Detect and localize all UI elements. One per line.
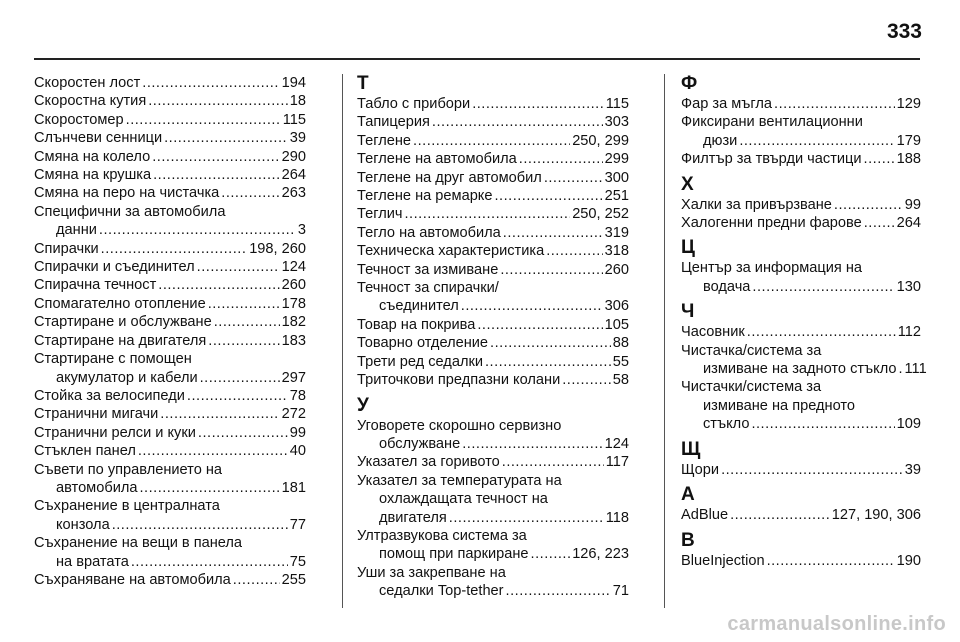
index-entry: седалки Top-tether ..... 71: [357, 582, 629, 600]
index-entry: AdBlue ..... 127, 190, 306: [681, 506, 921, 524]
section-letter: A: [681, 484, 695, 506]
index-entry: съединител ..... 306: [357, 297, 629, 315]
index-entry: Теглене на автомобила ..... 299: [357, 150, 629, 168]
index-entry: Теглич ..... 250, 252: [357, 205, 629, 223]
section-letter: Ч: [681, 301, 695, 323]
index-entry: обслужване ..... 124: [357, 435, 629, 453]
index-entry: Часовник ..... 112: [681, 323, 921, 341]
index-entry: Тапицерия ..... 303: [357, 113, 629, 131]
index-entry-line: Съхранение в централната: [34, 498, 220, 515]
index-entry: водача ..... 130: [681, 278, 921, 296]
index-entry-line: Съхранение на вещи в панела: [34, 535, 243, 552]
index-entry-line: Ултразвукова система за: [357, 527, 527, 544]
index-entry: Скоростомер ..... 115: [34, 111, 306, 129]
index-entry: помощ при паркиране ..... 126, 223: [357, 545, 629, 563]
index-entry-line: Чистачки/система за: [681, 379, 822, 396]
section-letter: Т: [357, 73, 369, 94]
section-letter: Ф: [681, 73, 698, 94]
index-entry: Спирачки и съединител ..... 124: [34, 258, 306, 276]
index-entry: Странични мигачи ..... 272: [34, 405, 306, 423]
index-entry: автомобила ..... 181: [34, 479, 306, 497]
index-entry: Спомагателно отопление ..... 178: [34, 295, 306, 313]
index-entry: Указател за горивото ..... 117: [357, 453, 629, 471]
index-entry-line: Стартиране с помощен: [34, 351, 192, 368]
index-entry-line: измиване на предното: [703, 397, 856, 414]
index-entry: Смяна на колело ..... 290: [34, 148, 306, 166]
index-entry: данни ..... 3: [34, 221, 306, 239]
column-divider-2: [664, 74, 665, 608]
index-entry: Тегло на автомобила ..... 319: [357, 224, 629, 242]
section-letter: Щ: [681, 438, 701, 460]
watermark-text: carmanualsonline.info: [727, 613, 946, 635]
index-entry: Слънчеви сенници ..... 39: [34, 129, 306, 147]
index-entry: Странични релси и куки ..... 99: [34, 424, 306, 442]
index-entry: Триточкови предпазни колани ..... 58: [357, 371, 629, 389]
index-entry: акумулатор и кабели ..... 297: [34, 369, 306, 387]
index-entry-line: Специфични за автомобила: [34, 203, 226, 220]
index-entry: двигателя ..... 118: [357, 509, 629, 527]
index-entry-line: Чистачка/система за: [681, 342, 822, 359]
index-entry-line: Указател за температурата на: [357, 472, 562, 489]
page-number: 333: [886, 20, 922, 43]
index-column-1: [34, 74, 306, 589]
index-entry-line: Фиксирани вентилационни: [681, 114, 863, 131]
index-entry: Съхраняване на автомобила ..... 255: [34, 571, 306, 589]
index-entry: Стъклен панел ..... 40: [34, 442, 306, 460]
index-entry: Скоростен лост ..... 194: [34, 74, 306, 92]
index-entry: Халогенни предни фарове ..... 264: [681, 214, 921, 232]
index-entry: Стойка за велосипеди ..... 78: [34, 387, 306, 405]
index-entry: Табло с прибори ..... 115: [357, 95, 629, 113]
index-entry: Товар на покрива ..... 105: [357, 316, 629, 334]
index-entry: Смяна на крушка ..... 264: [34, 166, 306, 184]
index-column-3: [681, 73, 927, 570]
index-entry: измиване на задното стъкло ..... 111: [681, 360, 921, 378]
index-entry: на вратата ..... 75: [34, 553, 306, 571]
index-entry: Течност за измиване ..... 260: [357, 261, 629, 279]
index-entry: Спирачна течност ..... 260: [34, 276, 306, 294]
index-entry-line: Течност за спирачки/: [357, 280, 499, 297]
index-column-2: [357, 74, 629, 601]
header-rule: [34, 58, 920, 60]
index-entry-line: Център за информация на: [681, 260, 863, 277]
index-entry: Теглене на друг автомобил ..... 300: [357, 169, 629, 187]
index-entry-line: Уши за закрепване на: [357, 564, 506, 581]
index-entry: конзола ..... 77: [34, 516, 306, 534]
index-entry: Теглене на ремарке ..... 251: [357, 187, 629, 205]
index-entry: Стартиране на двигателя ..... 183: [34, 332, 306, 350]
section-letter: У: [357, 394, 369, 416]
section-letter: B: [681, 529, 695, 551]
section-letter: Х: [681, 173, 694, 195]
index-entry-line: Уговорете скорошно сервизно: [357, 417, 562, 434]
index-entry: Фар за мъгла ..... 129: [681, 95, 921, 113]
column-divider-1: [342, 74, 343, 608]
index-entry: BlueInjection ..... 190: [681, 552, 921, 570]
index-entry: Смяна на перо на чистачка ..... 263: [34, 184, 306, 202]
index-entry: Товарно отделение ..... 88: [357, 334, 629, 352]
index-entry-line: Съвети по управлението на: [34, 461, 223, 478]
index-entry: Филтър за твърди частици ..... 188: [681, 150, 921, 168]
index-entry: Трети ред седалки ..... 55: [357, 353, 629, 371]
index-entry: Техническа характеристика ..... 318: [357, 242, 629, 260]
index-entry: Халки за привързване ..... 99: [681, 196, 921, 214]
index-entry: Стартиране и обслужване ..... 182: [34, 313, 306, 331]
section-letter: Ц: [681, 237, 695, 259]
index-entry: Спирачки ..... 198, 260: [34, 240, 306, 258]
index-entry-line: охлаждащата течност на: [379, 491, 548, 508]
index-entry: Щори ..... 39: [681, 461, 921, 479]
index-entry: Скоростна кутия ..... 18: [34, 92, 306, 110]
index-entry: Теглене ..... 250, 299: [357, 132, 629, 150]
index-entry: дюзи ..... 179: [681, 132, 921, 150]
index-entry: стъкло ..... 109: [681, 415, 921, 433]
